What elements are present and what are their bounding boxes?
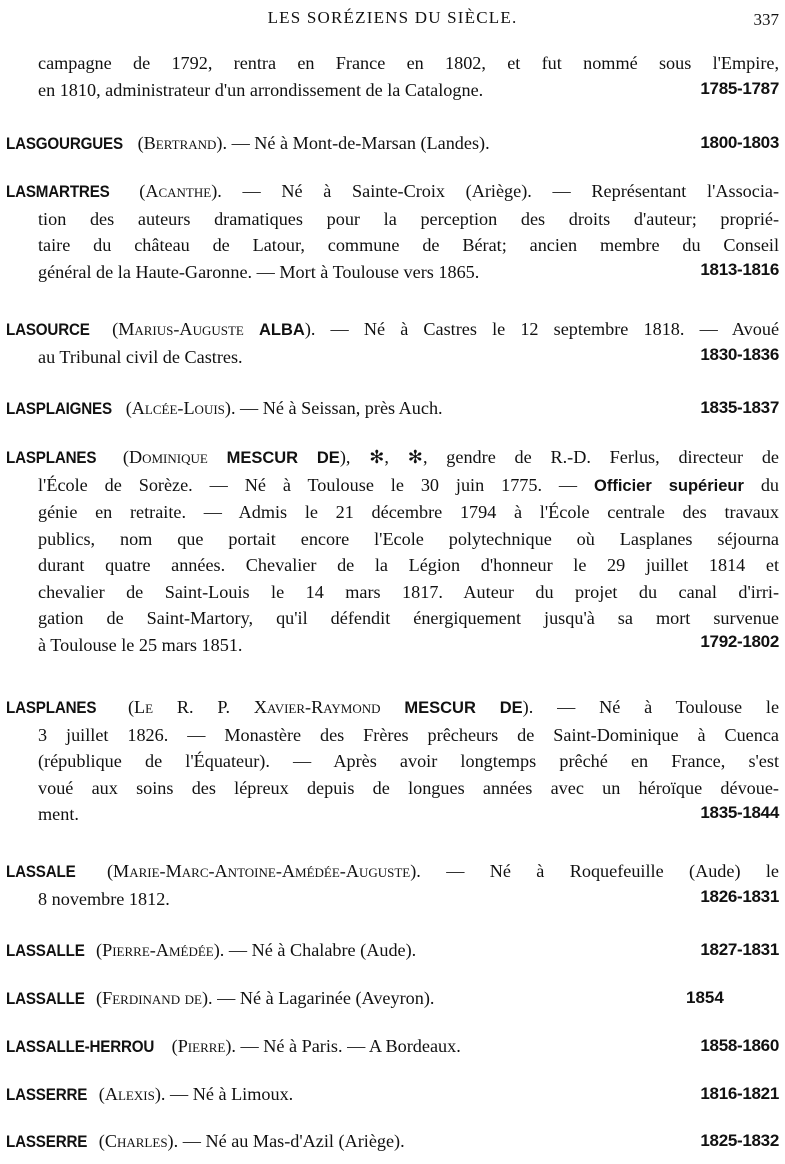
entry-given-name-bold: ALBA	[258, 321, 305, 339]
entry-years: 1854	[686, 988, 724, 1007]
entry-years: 1858-1860	[700, 1036, 779, 1055]
entry-given-name: (Dominique	[122, 447, 208, 467]
entry-given-name: (Charles).	[98, 1131, 179, 1151]
entry-surname: LASMARTRES	[6, 183, 110, 201]
entry-years: 1816-1821	[700, 1084, 779, 1103]
entry-years: 1785-1787	[700, 79, 779, 98]
entry	[6, 316, 779, 370]
entry-years: 1800-1803	[700, 133, 779, 152]
entry-bold-phrase: Officier supérieur	[594, 476, 744, 495]
entry-line: ment.	[38, 804, 79, 824]
entry	[6, 985, 779, 1013]
entry	[6, 178, 779, 285]
entry-given-name: (Acanthe).	[139, 181, 222, 201]
entry-surname: LASOURCE	[6, 321, 90, 339]
entry-line: tion des auteurs dramatiques pour la perception des droits d'auteur; proprié-	[38, 208, 779, 229]
entry-years: 1813-1816	[700, 260, 779, 279]
entry-line: publics, nom que portait encore l'Ecole polytechnique où Lasplanes séjourna	[38, 528, 779, 549]
entry-line: 8 novembre 1812.	[38, 888, 170, 909]
entry-surname: LASPLANES	[6, 449, 97, 467]
entry-line: taire du château de Latour, commune de Bérat; ancien membre du Conseil	[38, 235, 779, 255]
entry-surname: LASSALLE	[6, 942, 85, 960]
entry-line: chevalier de Saint-Louis le 14 mars 1817. Auteur du projet du canal d'irri-	[38, 581, 779, 602]
entry-line: voué aux soins des lépreux depuis de longues années avec un héroïque dévoue-	[38, 777, 779, 798]
entry-surname: LASSALLE-HERROU	[6, 1038, 155, 1056]
entry-years: 1830-1836	[700, 345, 779, 364]
entry-text: — Né à Limoux.	[165, 1084, 294, 1104]
entry-years: 1835-1844	[700, 803, 779, 822]
entry	[6, 395, 779, 423]
entry-given-name-bold: MESCUR DE	[404, 699, 523, 717]
entry-years: 1826-1831	[700, 887, 779, 906]
entry-line: général de la Haute-Garonne. — Mort à Toulouse vers 1865.	[38, 261, 480, 282]
entry-given-name-bold: MESCUR DE	[226, 449, 340, 467]
entry-given-name: (Pierre).	[171, 1036, 236, 1056]
entry-surname: LASGOURGUES	[6, 135, 123, 153]
entry-given-close: ),	[339, 447, 351, 467]
entry-surname: LASSALLE	[6, 990, 85, 1008]
entry-surname: LASSERRE	[6, 1133, 88, 1151]
entry-line: (république de l'Équateur). — Après avoir longtemps prêché en France, s'est	[38, 751, 779, 771]
entry-text: — Né à Mont-de-Marsan (Landes).	[227, 133, 490, 153]
entry-line: génie en retraite. — Admis le 21 décembre 1794 à l'École centrale des travaux	[38, 502, 779, 522]
entry-given-close: ).	[304, 319, 316, 339]
entry-line: campagne de 1792, rentra en France en 1802, et fut nommé sous l'Empire,	[38, 53, 779, 73]
entry-years: 1825-1832	[700, 1131, 779, 1150]
entry-years: 1792-1802	[700, 632, 779, 651]
entry-given-name: (Alexis).	[98, 1084, 166, 1104]
entry-continuation	[6, 50, 779, 103]
entry-given-close: ).	[522, 697, 534, 717]
entry-given-name: (Alcée-Louis).	[125, 398, 236, 418]
decoration-star-icon: ✻, ✻,	[369, 447, 428, 467]
entry-line: en 1810, administrateur d'un arrondissement de la Catalogne.	[38, 79, 484, 100]
entry	[6, 444, 779, 658]
entry-text: — Né à Lagarinée (Aveyron).	[212, 988, 435, 1008]
entry-line: gation de Saint-Martory, qu'il défendit énergiquement jusqu'à sa mort survenue	[38, 608, 779, 628]
entry	[6, 694, 779, 828]
entry-surname: LASPLAIGNES	[6, 400, 112, 418]
entry-line: à Toulouse le 25 mars 1851.	[38, 634, 243, 655]
entry	[6, 1128, 779, 1156]
entry-text: — Né à Paris. — A Bordeaux.	[235, 1036, 461, 1056]
entry-text: — Né à Roquefeuille (Aude) le	[420, 861, 780, 881]
entry-years: 1835-1837	[700, 398, 779, 417]
entry-given-name: (Le R. P. Xavier-Raymond	[127, 697, 381, 717]
entry-years: 1827-1831	[700, 940, 779, 959]
entry-given-name: (Ferdinand de).	[96, 988, 213, 1008]
entry-given-name: (Marie-Marc-Antoine-Amédée-Auguste).	[106, 861, 421, 881]
entry-given-name: (Pierre-Amédée).	[96, 940, 225, 960]
entry	[6, 858, 779, 912]
entry-given-name: (Bertrand).	[137, 133, 228, 153]
entry-surname: LASPLANES	[6, 699, 97, 717]
entry-line: au Tribunal civil de Castres.	[38, 346, 243, 367]
entry-given-name: (Marius-Auguste	[112, 319, 244, 339]
page-number: 337	[753, 10, 779, 29]
entry-text: — Né à Castres le 12 septembre 1818. — Avoué	[315, 319, 780, 339]
page-header	[0, 8, 785, 32]
entry	[6, 937, 779, 965]
entry-text: — Né au Mas-d'Azil (Ariège).	[178, 1131, 405, 1151]
entry-surname: LASSALE	[6, 863, 76, 881]
entry-text: — Né à Toulouse le	[533, 697, 780, 717]
entry	[6, 130, 779, 158]
running-title: LES SORÉZIENS DU SIÈCLE.	[267, 8, 518, 27]
entry-line-end: du	[743, 474, 780, 495]
entry	[6, 1081, 779, 1109]
entry-text: — Né à Chalabre (Aude).	[224, 940, 417, 960]
entry-line: l'École de Sorèze. — Né à Toulouse le 30 juin 1775. —	[38, 474, 595, 495]
entry	[6, 1033, 779, 1061]
entry-text: — Né à Seissan, près Auch.	[235, 398, 443, 418]
entry-text: — Né à Sainte-Croix (Ariège). — Représentant l'Associa-	[221, 181, 780, 201]
entry-text: gendre de R.-D. Ferlus, directeur de	[427, 447, 779, 467]
entry-line: 3 juillet 1826. — Monastère des Frères prêcheurs de Saint-Dominique à Cuenca	[38, 724, 779, 745]
entry-surname: LASSERRE	[6, 1086, 88, 1104]
entry-line: durant quatre années. Chevalier de la Légion d'honneur le 29 juillet 1814 et	[38, 555, 779, 575]
